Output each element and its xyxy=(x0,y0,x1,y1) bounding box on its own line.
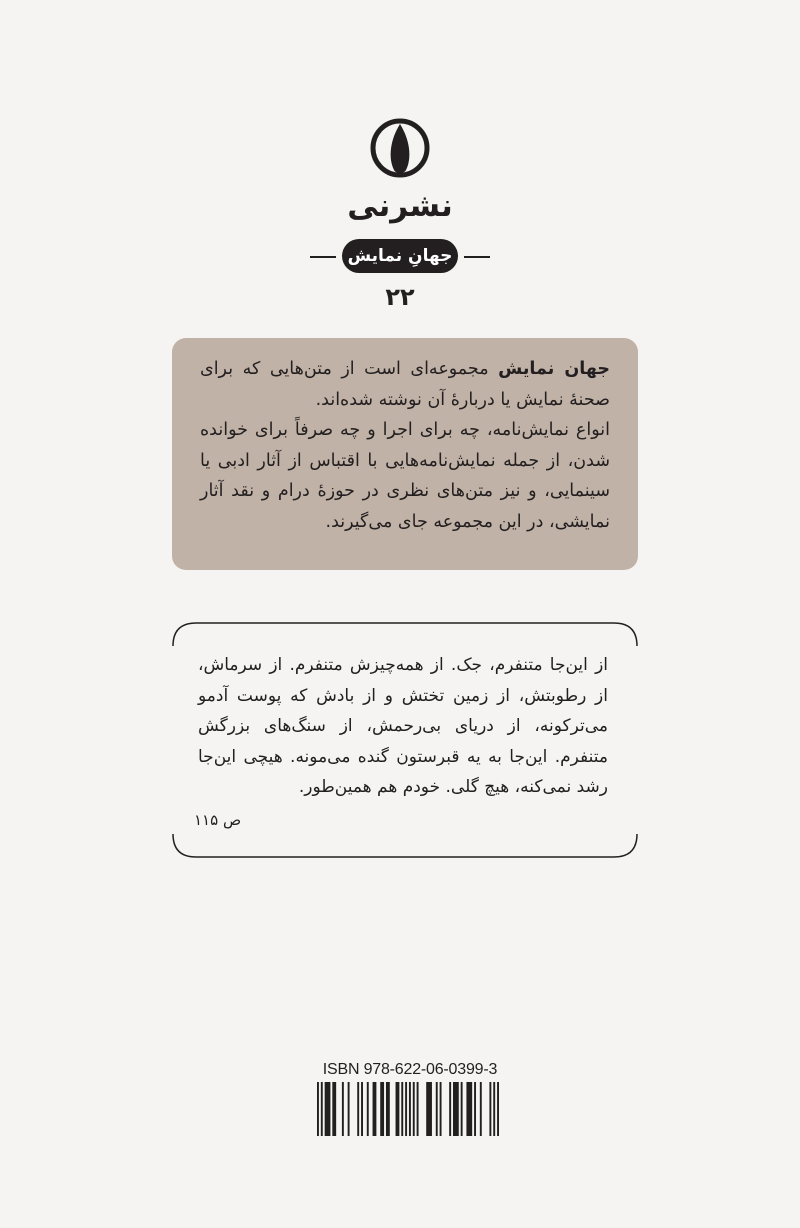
barcode-bar xyxy=(497,1082,499,1136)
isbn-label: ISBN 978-622-06-0399-3 xyxy=(322,1061,498,1078)
series-divider-right xyxy=(464,256,490,258)
barcode-bar xyxy=(413,1082,415,1136)
barcode-bar xyxy=(317,1082,319,1136)
description-title: جهان نمایش xyxy=(498,359,611,379)
barcode-bar xyxy=(386,1082,390,1136)
series-label xyxy=(310,239,490,273)
description-text-1: مجموعه‌ای است از متن‌هایی که برای صحنهٔ نمایش یا دربارهٔ آن نوشته شده‌اند. xyxy=(200,359,610,410)
series-number: ۲۲ xyxy=(385,283,415,311)
barcode-bar xyxy=(348,1082,350,1136)
barcode-bar xyxy=(493,1082,495,1136)
barcode-bar xyxy=(426,1082,432,1136)
barcode-bar xyxy=(453,1082,459,1136)
series-name: جهانِ نمایش xyxy=(342,239,458,273)
barcode-bar xyxy=(332,1082,336,1136)
barcode-bar xyxy=(373,1082,377,1136)
barcode-bar xyxy=(409,1082,411,1136)
barcode-bar xyxy=(417,1082,419,1136)
quote-text: از این‌جا متنفرم، جک. از همه‌چیزش متنفرم. از سرماش، از رطوبتش، از زمین تختش و از بادش که پوست آدمو می‌ترکونه، از دریای بی‌رحمش، از سنگ‌های بزرگش متنفرم. این‌جا به یه قبرستون گنده می‌مونه. هیچی این‌جا رشد نمی‌کنه، هیچ گلی. خودم هم همین‌طور. xyxy=(198,655,608,797)
barcode-bar xyxy=(325,1082,331,1136)
barcode-bar xyxy=(436,1082,438,1136)
barcode-bar xyxy=(361,1082,363,1136)
leaf-in-circle-icon xyxy=(367,110,433,190)
series-description-box xyxy=(172,338,638,570)
description-paragraph-1 xyxy=(200,354,610,415)
barcode-bar xyxy=(396,1082,400,1136)
isbn-barcode xyxy=(317,1082,499,1136)
barcode-bar xyxy=(440,1082,442,1136)
barcode-bar xyxy=(489,1082,491,1136)
barcode-bar xyxy=(367,1082,369,1136)
barcode-bar xyxy=(321,1082,323,1136)
barcode-bar xyxy=(474,1082,476,1136)
barcode-bar xyxy=(461,1082,463,1136)
description-paragraph-2: انواع نمایش‌نامه، چه برای اجرا و چه صرفاً برای خوانده شدن، از جمله نمایش‌نامه‌هایی با اقتباس از آثار ادبی یا سینمایی، و نیز متن‌های نظری در حوزهٔ درام و نقد آثار نمایشی، در این مجموعه جای می‌گیرند. xyxy=(200,420,610,532)
quote-box xyxy=(172,622,638,858)
barcode-bar xyxy=(401,1082,403,1136)
series-divider-left xyxy=(310,256,336,258)
quote-page-reference: ص ۱۱۵ xyxy=(194,811,242,829)
barcode-bar xyxy=(466,1082,472,1136)
publisher-name: نشرنی xyxy=(347,188,453,224)
barcode-bar xyxy=(342,1082,344,1136)
barcode-bar xyxy=(405,1082,407,1136)
barcode-bar xyxy=(380,1082,384,1136)
barcode-bar xyxy=(449,1082,451,1136)
barcode-bar xyxy=(480,1082,482,1136)
barcode-bar xyxy=(357,1082,359,1136)
